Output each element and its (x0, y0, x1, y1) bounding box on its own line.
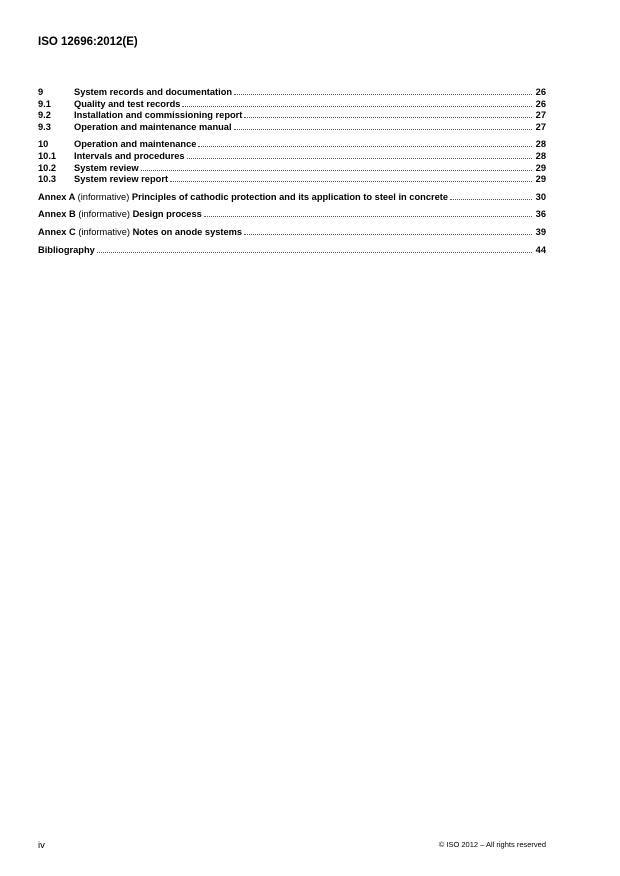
toc-entry-title: Operation and maintenance (74, 139, 197, 150)
dot-leader (170, 180, 532, 182)
annex-qualifier: (informative) (78, 226, 130, 237)
annex-title: Principles of cathodic protection and its application to steel in concrete (131, 191, 449, 202)
dot-leader (204, 215, 532, 217)
toc-entry-page: 26 (535, 87, 546, 97)
toc-entry-page: 27 (535, 121, 546, 132)
dot-leader (234, 128, 532, 130)
toc-entry-number: 10.3 (38, 174, 57, 185)
toc-entry-annex[interactable] (38, 192, 546, 204)
toc-section-10 (38, 139, 546, 185)
dot-leader (187, 157, 532, 159)
toc-entry-page: 29 (535, 174, 546, 185)
toc-entry[interactable] (38, 110, 546, 122)
toc-entry[interactable] (38, 163, 546, 175)
toc-entry[interactable] (38, 99, 546, 111)
toc-entry[interactable] (38, 174, 546, 186)
toc-entry-number: 9.2 (38, 110, 51, 121)
annex-label: Annex C (38, 226, 76, 237)
toc-entry-title: Bibliography (38, 244, 95, 255)
toc-entry-title: Operation and maintenance manual (74, 121, 232, 132)
toc-bibliography (38, 245, 546, 257)
toc-entry-page: 28 (535, 150, 546, 161)
footer-copyright: © ISO 2012 – All rights reserved (438, 840, 546, 849)
toc-entry[interactable] (38, 122, 546, 134)
toc-entry-title: System review report (74, 174, 169, 185)
toc-entry-number: 9.1 (38, 98, 51, 109)
toc-annex-c (38, 227, 546, 239)
toc-section-9 (38, 87, 546, 133)
annex-title: Notes on anode systems (132, 226, 243, 237)
toc-entry-page: 36 (535, 209, 546, 220)
footer-page-number: iv (38, 840, 45, 851)
toc-entry-bibliography[interactable] (38, 245, 546, 257)
dot-leader (182, 105, 532, 107)
annex-label: Annex A (38, 191, 76, 202)
toc-entry-page: 29 (535, 162, 546, 173)
toc-entry-page: 27 (535, 110, 546, 121)
dot-leader (97, 251, 532, 253)
toc-entry-title (38, 192, 448, 204)
toc-entry-page: 39 (535, 226, 546, 237)
annex-label: Annex B (38, 209, 76, 220)
toc-entry-page: 44 (535, 244, 546, 255)
toc-entry-number: 9.3 (38, 121, 51, 132)
toc-entry-number: 10.2 (38, 162, 57, 173)
document-header: ISO 12696:2012(E) (38, 36, 138, 48)
dot-leader (244, 116, 532, 118)
dot-leader (450, 198, 532, 200)
toc-entry-page: 28 (535, 139, 546, 150)
toc-entry[interactable] (38, 151, 546, 163)
toc-entry-annex[interactable] (38, 209, 546, 221)
dot-leader (244, 233, 532, 235)
toc-entry-title: System records and documentation (74, 87, 233, 97)
annex-title: Design process (132, 209, 202, 220)
annex-qualifier: (informative) (78, 209, 130, 220)
toc-entry[interactable] (38, 87, 546, 99)
toc-entry-title: Quality and test records (74, 98, 181, 109)
toc-entry-title: Intervals and procedures (74, 150, 185, 161)
table-of-contents (38, 87, 546, 262)
toc-entry[interactable] (38, 139, 546, 151)
toc-entry-title (38, 227, 242, 239)
toc-entry-page: 26 (535, 98, 546, 109)
toc-entry-page: 30 (535, 191, 546, 202)
dot-leader (198, 145, 532, 147)
toc-entry-title (38, 209, 202, 221)
toc-entry-number: 10.1 (38, 150, 57, 161)
toc-entry-number: 10 (38, 139, 49, 150)
toc-annex-b (38, 209, 546, 221)
dot-leader (141, 169, 532, 171)
annex-qualifier: (informative) (77, 191, 130, 202)
toc-entry-title: System review (74, 162, 139, 173)
toc-entry-number: 9 (38, 87, 44, 97)
toc-entry-title: Installation and commissioning report (74, 110, 243, 121)
toc-annex-a (38, 192, 546, 204)
toc-entry-annex[interactable] (38, 227, 546, 239)
dot-leader (234, 93, 532, 95)
